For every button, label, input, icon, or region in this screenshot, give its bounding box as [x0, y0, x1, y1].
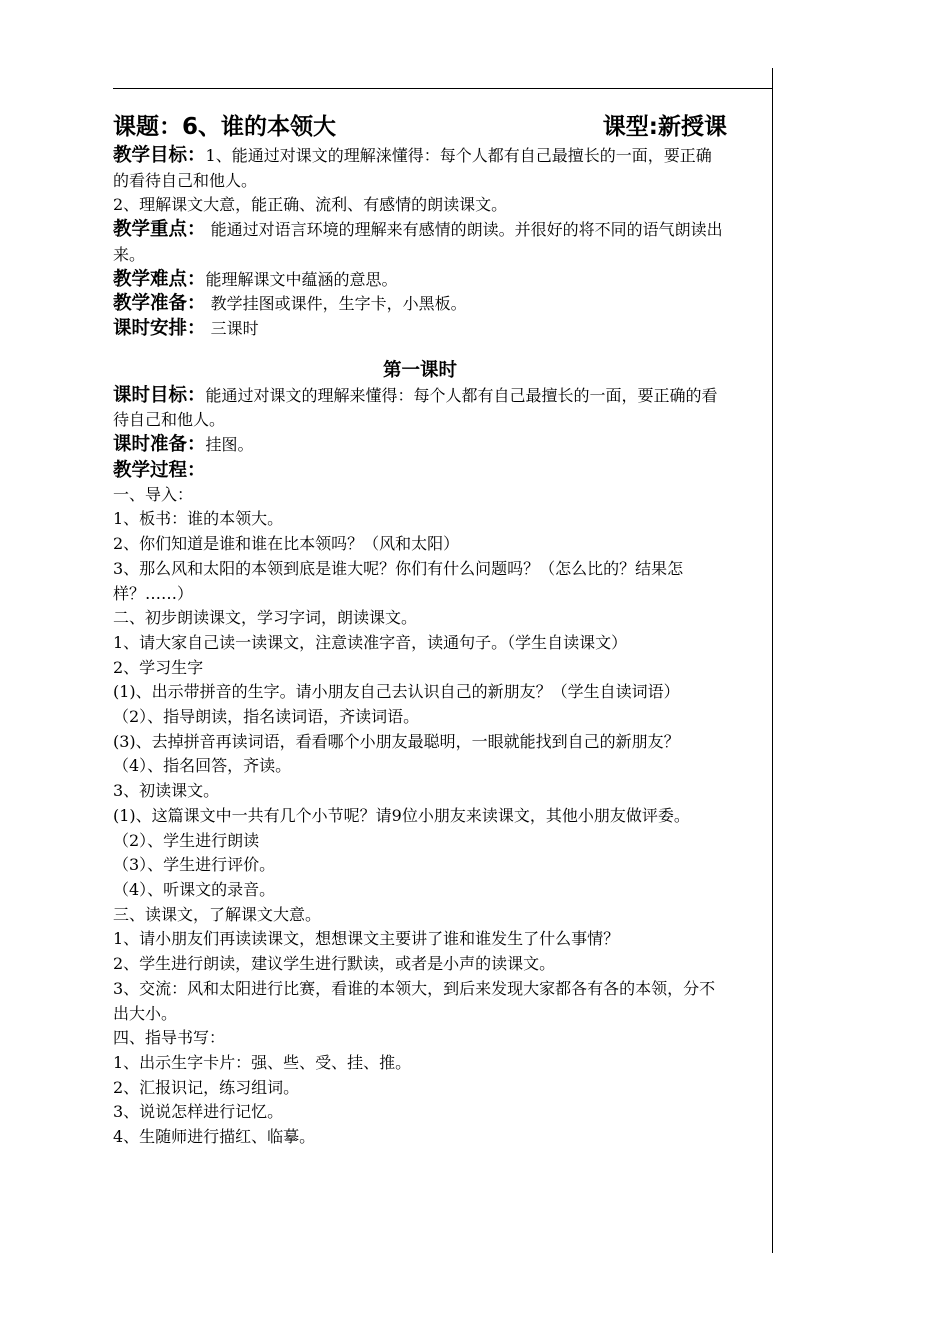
- overview-section: [113, 144, 727, 342]
- overview-text: 1、能通过对课文的理解涞懂得：每个人都有自己最擅长的一面，要正确的看待自己和他人。: [113, 146, 712, 190]
- right-margin-rule: [772, 68, 773, 1253]
- lesson-prep-label: 课时准备：: [113, 434, 206, 456]
- lesson-goal: [113, 384, 727, 433]
- top-rule: [113, 88, 773, 89]
- process-step: （4）、指名回答，齐读。: [113, 756, 292, 776]
- process-step: 2、学生进行朗读，建议学生进行默读，或者是小声的读课文。: [113, 954, 556, 974]
- overview-goal: [113, 144, 727, 193]
- process-step: (1)、出示带拼音的生字。请小朋友自己去认识自己的新朋友？（学生自读词语）: [113, 682, 680, 702]
- process-step: 2、汇报识记，练习组词。: [113, 1077, 300, 1097]
- process-step: 4、生随师进行描红、临摹。: [113, 1127, 316, 1147]
- process-step: 3、交流：风和太阳进行比赛，看谁的本领大，到后来发现大家都各有各的本领，分不出大小。: [113, 978, 716, 1023]
- lesson-prep-text: 挂图。: [205, 435, 254, 455]
- process-step: 2、学习生字: [113, 657, 204, 677]
- overview-key-point: [113, 218, 727, 267]
- title-row: [113, 108, 727, 144]
- process-step: 3、说说怎样进行记忆。: [113, 1102, 284, 1122]
- lesson-goal-text: 能通过对课文的理解来懂得：每个人都有自己最擅长的一面，要正确的看待自己和他人。: [113, 385, 718, 430]
- overview-label: 教学准备：: [113, 293, 206, 315]
- process-step: 二、初步朗读课文，学习字词，朗读课文。: [113, 608, 418, 628]
- overview-text: 能通过对语言环境的理解来有感情的朗读。并很好的将不同的语气朗读出来。: [113, 220, 723, 264]
- process-step: 3、初读课文。: [113, 781, 220, 801]
- overview-label: 课时安排：: [113, 317, 206, 339]
- process-step: 1、请大家自己读一读课文，注意读准字音，读通句子。（学生自读课文）: [113, 632, 628, 652]
- process-step: （2）、指导朗读，指名读词语，齐读词语。: [113, 707, 420, 727]
- process-step: （3）、学生进行评价。: [113, 855, 276, 875]
- overview-text: 能理解课文中蕴涵的意思。: [205, 269, 398, 289]
- process-step: 三、读课文，了解课文大意。: [113, 904, 322, 924]
- overview-text: 2、理解课文大意，能正确、流利、有感情的朗读课文。: [113, 195, 508, 215]
- overview-label: 教学重点：: [113, 219, 206, 241]
- overview-goal-2: [113, 193, 727, 218]
- process-step: 一、导入：: [113, 484, 194, 504]
- document-page: [113, 108, 727, 1150]
- lesson-section-title: 第一课时: [382, 359, 457, 381]
- overview-preparation: [113, 292, 727, 317]
- process-steps: [113, 483, 727, 1150]
- overview-difficulty: [113, 268, 727, 293]
- overview-text: 三课时: [205, 318, 259, 338]
- process-step: 1、出示生字卡片：强、些、受、挂、推。: [113, 1052, 412, 1072]
- lesson-goal-label: 课时目标：: [113, 384, 206, 406]
- overview-label: 教学难点：: [113, 268, 206, 290]
- overview-label: 教学目标：: [113, 145, 206, 166]
- process-step: （4）、听课文的录音。: [113, 879, 276, 899]
- lesson-type: 课型:新授课: [602, 114, 727, 140]
- process-step: 2、你们知道是谁和谁在比本领吗？（风和太阳）: [113, 534, 460, 554]
- process-step: 3、那么风和太阳的本领到底是谁大呢？你们有什么问题吗？（怎么比的？结果怎样？……）: [113, 558, 684, 603]
- process-step: （2）、学生进行朗读: [113, 830, 260, 850]
- process-step: (3)、去掉拼音再读词语，看看哪个小朋友最聪明，一眼就能找到自己的新朋友？: [113, 731, 680, 751]
- overview-schedule: [113, 317, 727, 342]
- lesson-process-label: 教学过程：: [113, 459, 206, 481]
- lesson-preparation: [113, 433, 727, 458]
- process-step: 四、指导书写：: [113, 1028, 226, 1048]
- lesson-title: 课题：6、谁的本领大: [113, 114, 337, 140]
- overview-text: 教学挂图或课件，生字卡，小黑板。: [205, 294, 467, 314]
- process-step: 1、请小朋友们再读读课文，想想课文主要讲了谁和谁发生了什么事情？: [113, 929, 620, 949]
- process-step: 1、板书：谁的本领大。: [113, 509, 284, 529]
- process-step: (1)、这篇课文中一共有几个小节呢？请9位小朋友来读课文，其他小朋友做评委。: [113, 805, 690, 825]
